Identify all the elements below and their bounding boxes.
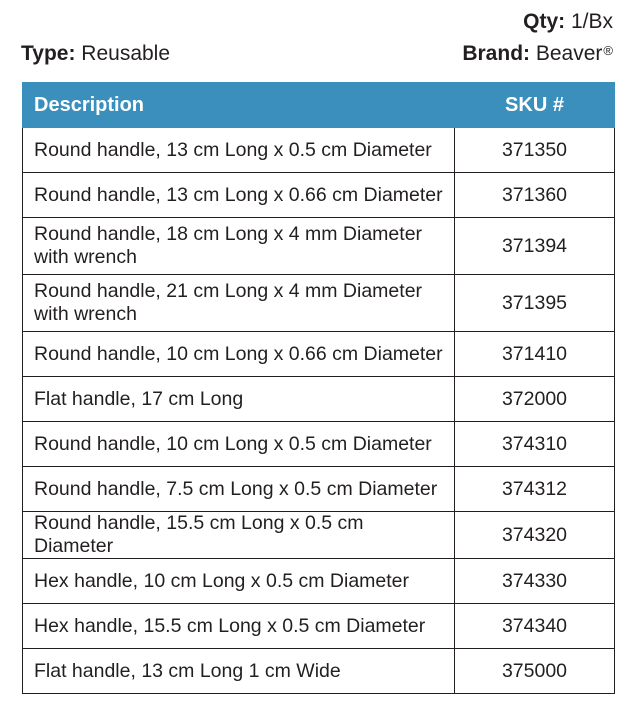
table-row [23,275,615,332]
sku-column-header: SKU # [455,83,615,128]
description-cell: Round handle, 18 cm Long x 4 mm Diameter with wrench [23,218,455,275]
brand-info [462,42,613,66]
sku-cell: 371360 [455,173,615,218]
brand-value: Beaver [535,42,603,65]
description-cell: Hex handle, 10 cm Long x 0.5 cm Diameter [23,559,455,604]
sku-cell: 372000 [455,377,615,422]
description-cell: Round handle, 21 cm Long x 4 mm Diameter with wrench [23,275,455,332]
type-label: Type: [21,42,76,65]
type-info [21,42,170,66]
description-cell: Flat handle, 17 cm Long [23,377,455,422]
sku-cell: 374330 [455,559,615,604]
brand-label: Brand: [462,42,531,65]
description-cell: Round handle, 13 cm Long x 0.66 cm Diameter [23,173,455,218]
table-header-row [23,83,615,128]
sku-cell: 374310 [455,422,615,467]
table-row [23,377,615,422]
table-row [23,559,615,604]
table-row [23,512,615,559]
description-cell: Round handle, 15.5 cm Long x 0.5 cm Diameter [23,512,455,559]
sku-cell: 375000 [455,649,615,694]
type-value: Reusable [81,42,171,65]
table-row [23,604,615,649]
description-cell: Round handle, 13 cm Long x 0.5 cm Diameter [23,128,455,173]
product-sku-table [22,82,615,694]
sku-cell: 371394 [455,218,615,275]
table-row [23,422,615,467]
table-row [23,467,615,512]
sku-cell: 371410 [455,332,615,377]
table-row [23,173,615,218]
description-column-header: Description [23,83,455,128]
description-cell: Round handle, 10 cm Long x 0.5 cm Diameter [23,422,455,467]
sku-cell: 371350 [455,128,615,173]
description-cell: Round handle, 10 cm Long x 0.66 cm Diameter [23,332,455,377]
sku-cell: 371395 [455,275,615,332]
description-cell: Flat handle, 13 cm Long 1 cm Wide [23,649,455,694]
table-row [23,649,615,694]
table-row [23,128,615,173]
qty-value: 1/Bx [570,10,613,33]
table-row [23,218,615,275]
sku-cell: 374340 [455,604,615,649]
description-cell: Round handle, 7.5 cm Long x 0.5 cm Diameter [23,467,455,512]
quantity-info [523,10,613,34]
registered-trademark-mark: ® [603,43,613,58]
sku-cell: 374312 [455,467,615,512]
table-row [23,332,615,377]
sku-cell: 374320 [455,512,615,559]
description-cell: Hex handle, 15.5 cm Long x 0.5 cm Diameter [23,604,455,649]
qty-label: Qty: [523,10,566,33]
